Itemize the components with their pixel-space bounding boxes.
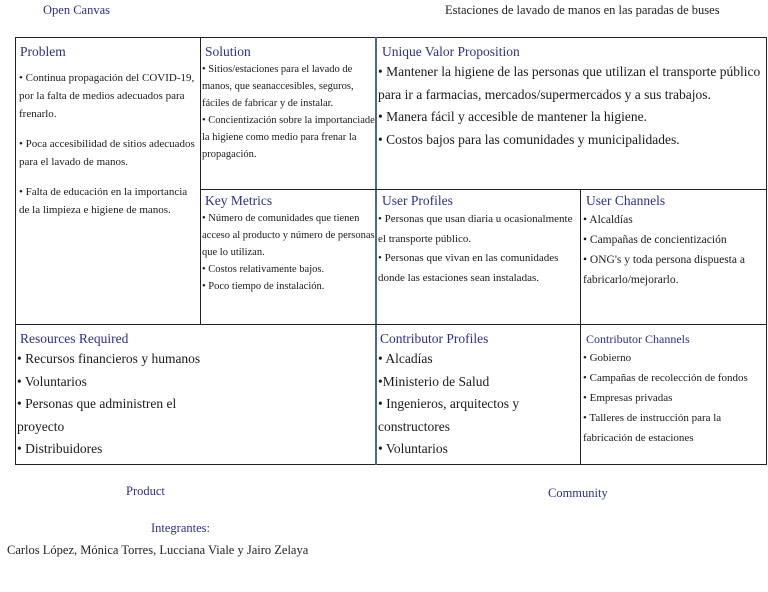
solution-title: Solution <box>205 44 251 59</box>
contributor-profiles-item: •Ministerio de Salud <box>378 373 490 389</box>
unique-value-proposition-title: Unique Valor Proposition <box>382 44 520 59</box>
divider-upper-lower <box>15 324 767 325</box>
solution-item: • Sitios/estaciones para el lavado de manos, que seanaccesibles, seguros, fáciles de fabricar y de instalar. <box>202 64 354 109</box>
resources-item: • Distribuidores <box>17 441 103 456</box>
user-profiles-cell <box>378 192 580 324</box>
canvas-type-title: Open Canvas <box>43 3 110 17</box>
divider-uvp-profiles <box>376 189 767 190</box>
contributor-profiles-title: Contributor Profiles <box>380 331 489 346</box>
unique-value-proposition-cell <box>378 43 766 188</box>
members-list: Carlos López, Mónica Torres, Lucciana Viale y Jairo Zelaya <box>7 543 309 557</box>
contributor-channels-title: Contributor Channels <box>586 332 690 346</box>
uvp-item: • Mantener la higiene de las personas que utilizan el transporte público para ir a farmacias, mercados/supermercados y a sus trabajos. <box>378 64 761 102</box>
key-metrics-title: Key Metrics <box>205 193 273 208</box>
community-label: Community <box>548 486 608 500</box>
resources-required-cell <box>17 330 374 464</box>
contributor-channels-item: • Talleres de instrucción para la fabricación de estaciones <box>583 412 722 444</box>
resources-required-title: Resources Required <box>20 331 129 346</box>
project-title: Estaciones de lavado de manos en las paradas de buses <box>445 3 720 17</box>
contributor-channels-cell <box>583 330 766 464</box>
user-channels-item: • ONG's y toda persona dispuesta a fabricarlo/mejorarlo. <box>583 254 745 286</box>
problem-item: • Falta de educación en la importancia de la limpieza e higiene de manos. <box>19 186 188 216</box>
user-channels-cell <box>583 192 766 324</box>
resources-item: • Personas que administren el proyecto <box>17 396 177 434</box>
contributor-profiles-item: • Alcadías <box>378 351 433 366</box>
contributor-profiles-item: • Voluntarios <box>378 441 448 456</box>
user-channels-title: User Channels <box>586 193 666 208</box>
key-metrics-cell <box>202 192 375 324</box>
solution-item: • Concientización sobre la importanciade la higiene como medio para frenar la propagación. <box>202 115 375 160</box>
contributor-profiles-cell <box>378 330 580 464</box>
problem-cell <box>19 43 199 323</box>
contributor-channels-item: • Empresas privadas <box>583 392 673 404</box>
contributor-channels-item: • Campañas de recolección de fondos <box>583 372 748 384</box>
uvp-item: • Manera fácil y accesible de mantener la higiene. <box>378 109 647 124</box>
contributor-channels-item: • Gobierno <box>583 352 632 364</box>
problem-item: • Poca accesibilidad de sitios adecuados para el lavado de manos. <box>19 138 195 168</box>
problem-title: Problem <box>20 44 66 59</box>
user-channels-item: • Alcaldías <box>583 214 633 226</box>
user-profiles-item: • Personas que vivan en las comunidades donde las estaciones sean instaladas. <box>378 252 559 284</box>
contributor-profiles-item: • Ingenieros, arquitectos y constructores <box>378 396 520 434</box>
key-metrics-item: • Poco tiempo de instalación. <box>202 281 325 292</box>
user-channels-item: • Campañas de concientización <box>583 234 727 246</box>
problem-item: • Continua propagación del COVID-19, por la falta de medios adecuados para frenarlo. <box>19 72 195 120</box>
resources-item: • Voluntarios <box>17 373 87 389</box>
key-metrics-item: • Número de comunidades que tienen acceso al producto y número de personas que lo utilizan. <box>202 213 375 258</box>
resources-item: • Recursos financieros y humanos <box>17 351 201 366</box>
members-label: Integrantes: <box>151 521 211 535</box>
divider-profiles-channels <box>580 190 581 465</box>
user-profiles-item: • Personas que usan diaria u ocasionalmente el transporte público. <box>378 213 573 245</box>
solution-cell <box>202 43 375 188</box>
product-label: Product <box>126 484 165 498</box>
divider-solution-metrics <box>200 189 376 190</box>
user-profiles-title: User Profiles <box>382 193 453 208</box>
uvp-item: • Costos bajos para las comunidades y municipalidades. <box>378 131 680 147</box>
key-metrics-item: • Costos relativamente bajos. <box>202 264 325 275</box>
divider-solution-uvp <box>375 37 377 465</box>
